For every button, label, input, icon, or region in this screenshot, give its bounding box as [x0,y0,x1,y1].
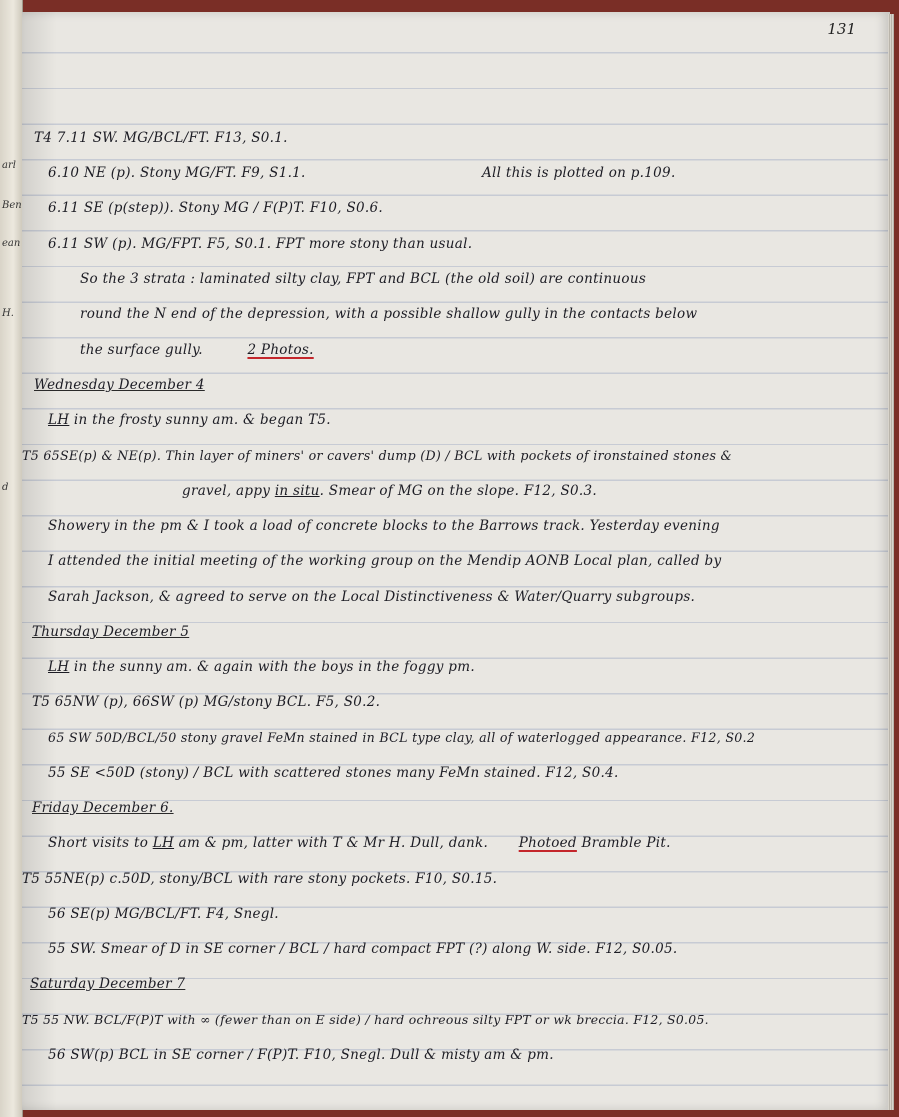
entry-text: the surface gully. [80,342,203,358]
entry-line: 6.10 NE (p). Stony MG/FT. F9, S1.1. [48,165,306,181]
notebook-page [22,12,890,1110]
site-abbrev: LH [48,412,70,428]
prev-page-fragment: H. [2,308,14,319]
entry-text: gravel, appy [182,483,275,499]
entry-line [48,659,475,675]
entry-line: Sarah Jackson, & agreed to serve on the Local Distinctiveness & Water/Quarry subgroups. [48,589,696,605]
previous-page-edge [0,0,23,1117]
date-heading: Wednesday December 4 [34,377,205,393]
site-abbrev: LH [48,659,70,675]
site-abbrev: LH [152,835,175,851]
entry-line: T5 65NW (p), 66SW (p) MG/stony BCL. F5, S0.2. [32,694,381,710]
entry-line: 65 SW 50D/BCL/50 stony gravel FeMn stained in BCL type clay, all of waterlogged appearance. F12, S0.2 [48,730,756,745]
date-heading: Thursday December 5 [32,624,190,640]
entry-line: So the 3 strata : laminated silty clay, FPT and BCL (the old soil) are continuous [80,271,647,287]
entry-line: round the N end of the depression, with a possible shallow gully in the contacts below [80,306,698,322]
photoed-note: Photoed [518,835,577,851]
entry-line: T4 7.11 SW. MG/BCL/FT. F13, S0.1. [34,130,288,146]
prev-page-fragment: ean [2,238,21,249]
entry-line: 56 SW(p) BCL in SE corner / F(P)T. F10, Snegl. Dull & misty am & pm. [48,1047,554,1063]
entry-line [182,483,597,499]
entry-line: 55 SE <50D (stony) / BCL with scattered stones many FeMn stained. F12, S0.4. [48,765,619,781]
page-edge [888,14,894,1110]
entry-line: T5 55NE(p) c.50D, stony/BCL with rare stony pockets. F10, S0.15. [22,871,498,887]
entry-line [80,342,314,358]
entry-line: T5 55 NW. BCL/F(P)T with ∞ (fewer than on E side) / hard ochreous silty FPT or wk breccia. F12, S0.05. [22,1012,709,1027]
entry-line: 6.11 SE (p(step)). Stony MG / F(P)T. F10, S0.6. [48,200,383,216]
margin-note: All this is plotted on p.109. [482,165,676,181]
entry-line: 55 SW. Smear of D in SE corner / BCL / hard compact FPT (?) along W. side. F12, S0.05. [48,941,678,957]
in-situ-term: in situ [274,483,320,499]
prev-page-fragment: Ben [2,200,22,211]
entry-line [48,412,331,428]
entry-text: in the sunny am. & again with the boys in the foggy pm. [69,659,475,675]
entry-text: Bramble Pit. [576,835,671,851]
entry-line: T5 65SE(p) & NE(p). Thin layer of miners' or cavers' dump (D) / BCL with pockets of ironstained stones & [22,448,733,463]
entry-line: Showery in the pm & I took a load of concrete blocks to the Barrows track. Yesterday evening [48,518,720,534]
entry-text: am & pm, latter with T & Mr H. Dull, dank. [174,835,489,851]
photos-note: 2 Photos. [247,342,314,358]
entry-text: in the frosty sunny am. & began T5. [69,412,331,428]
date-heading: Saturday December 7 [30,976,186,992]
entry-line: 56 SE(p) MG/BCL/FT. F4, Snegl. [48,906,279,922]
entry-text: Short visits to [48,835,153,851]
entry-line [48,835,671,851]
entry-line: 6.11 SW (p). MG/FPT. F5, S0.1. FPT more stony than usual. [48,236,473,252]
entry-line: I attended the initial meeting of the working group on the Mendip AONB Local plan, called by [48,553,722,569]
prev-page-fragment: arl [2,160,16,171]
page-number: 131 [827,20,856,38]
entry-text: . Smear of MG on the slope. F12, S0.3. [319,483,597,499]
prev-page-fragment: d [2,482,9,493]
date-heading: Friday December 6. [32,800,174,816]
